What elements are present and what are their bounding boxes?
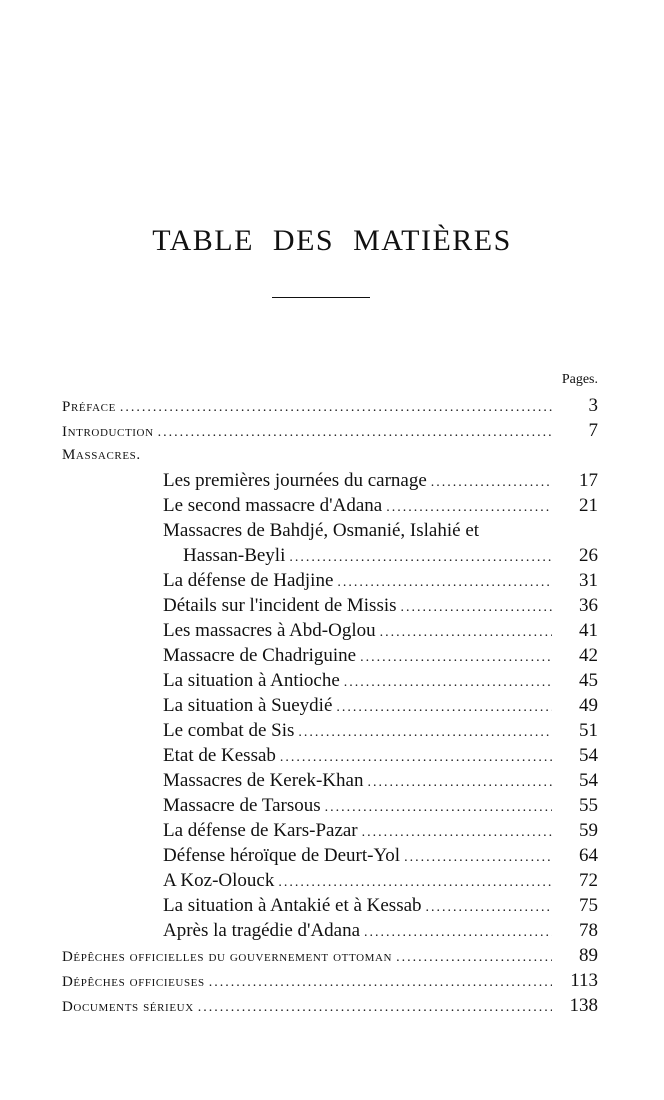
leader-dots — [426, 895, 552, 920]
toc-entry-page: 36 — [579, 595, 598, 616]
toc-entry-page: 49 — [579, 695, 598, 716]
leader-dots — [336, 695, 552, 720]
toc-entry — [62, 993, 598, 1018]
leader-dots — [158, 420, 552, 445]
toc-entry — [62, 843, 598, 868]
leader-dots — [337, 570, 552, 595]
toc-entry — [62, 418, 598, 443]
toc-entry-page: 54 — [579, 770, 598, 791]
toc-entry — [62, 968, 598, 993]
toc-entry-label: Détails sur l'incident de Missis — [163, 595, 397, 616]
table-of-contents — [62, 393, 598, 1018]
toc-entry-label: La situation à Antioche — [163, 670, 340, 691]
leader-dots — [364, 920, 552, 945]
toc-entry-page: 89 — [579, 945, 598, 966]
toc-entry-label: Les premières journées du carnage — [163, 470, 427, 491]
toc-entry-page: 3 — [588, 395, 598, 416]
toc-entry-page: 64 — [579, 845, 598, 866]
toc-entry-label: Massacres. — [62, 447, 141, 463]
leader-dots — [280, 745, 552, 770]
toc-entry-label: La situation à Sueydié — [163, 695, 333, 716]
pages-column-label: Pages. — [561, 372, 598, 387]
toc-entry — [62, 518, 598, 543]
toc-entry-label: Massacre de Tarsous — [163, 795, 321, 816]
toc-entry — [62, 868, 598, 893]
toc-entry-label: Introduction — [62, 424, 154, 440]
toc-entry-page: 45 — [579, 670, 598, 691]
toc-entry-page: 26 — [579, 545, 598, 566]
toc-entry-label: A Koz-Olouck — [163, 870, 275, 891]
toc-entry-label: Dépêches officielles du gouvernement ottoman — [62, 949, 393, 965]
toc-entry-page: 31 — [579, 570, 598, 591]
leader-dots — [401, 595, 552, 620]
toc-entry-page: 55 — [579, 795, 598, 816]
toc-entry-label: Documents sérieux — [62, 999, 194, 1015]
leader-dots — [404, 845, 552, 870]
toc-entry-page: 51 — [579, 720, 598, 741]
leader-dots — [209, 970, 552, 995]
toc-entry-label: La situation à Antakié et à Kessab — [163, 895, 422, 916]
toc-entry-page: 42 — [579, 645, 598, 666]
toc-entry — [62, 818, 598, 843]
toc-entry — [62, 718, 598, 743]
leader-dots — [362, 820, 552, 845]
leader-dots — [360, 645, 552, 670]
toc-entry-page: 41 — [579, 620, 598, 641]
toc-entry-label: Préface — [62, 399, 116, 415]
toc-entry — [62, 468, 598, 493]
toc-entry — [62, 893, 598, 918]
leader-dots — [298, 720, 552, 745]
toc-section-heading — [62, 443, 598, 468]
toc-entry-page: 72 — [579, 870, 598, 891]
toc-entry — [62, 793, 598, 818]
toc-entry — [62, 943, 598, 968]
leader-dots — [325, 795, 552, 820]
toc-entry — [62, 918, 598, 943]
toc-entry — [62, 568, 598, 593]
toc-entry-label: Massacres de Bahdjé, Osmanié, Islahié et — [163, 520, 480, 541]
toc-entry-label: Défense héroïque de Deurt-Yol — [163, 845, 401, 866]
toc-entry — [62, 543, 598, 568]
leader-dots — [380, 620, 552, 645]
toc-entry — [62, 643, 598, 668]
leader-dots — [396, 945, 552, 970]
toc-entry-page: 17 — [579, 470, 598, 491]
toc-entry-page: 54 — [579, 745, 598, 766]
leader-dots — [386, 495, 552, 520]
toc-entry-page: 138 — [569, 995, 598, 1016]
toc-entry-page: 113 — [570, 970, 598, 991]
toc-entry — [62, 743, 598, 768]
toc-entry — [62, 618, 598, 643]
toc-entry — [62, 493, 598, 518]
toc-entry-label: La défense de Kars-Pazar — [163, 820, 358, 841]
toc-entry-label: Le second massacre d'Adana — [163, 495, 383, 516]
toc-entry-page: 75 — [579, 895, 598, 916]
leader-dots — [367, 770, 552, 795]
toc-entry-label: Etat de Kessab — [163, 745, 276, 766]
page-title: TABLE DES MATIÈRES — [152, 224, 512, 257]
toc-entry-page: 7 — [588, 420, 598, 441]
leader-dots — [344, 670, 552, 695]
toc-entry-label: Hassan-Beyli — [183, 545, 286, 566]
leader-dots — [198, 995, 552, 1020]
toc-entry-label: Les massacres à Abd-Oglou — [163, 620, 376, 641]
leader-dots — [289, 545, 552, 570]
toc-entry — [62, 668, 598, 693]
toc-entry — [62, 393, 598, 418]
toc-entry — [62, 693, 598, 718]
toc-entry-label: Dépêches officieuses — [62, 974, 205, 990]
leader-dots — [431, 470, 552, 495]
toc-entry-label: Après la tragédie d'Adana — [163, 920, 361, 941]
toc-entry-page: 59 — [579, 820, 598, 841]
leader-dots — [120, 395, 552, 420]
leader-dots — [278, 870, 552, 895]
toc-entry — [62, 593, 598, 618]
title-rule — [272, 297, 370, 298]
toc-entry — [62, 768, 598, 793]
toc-entry-page: 78 — [579, 920, 598, 941]
toc-entry-page: 21 — [579, 495, 598, 516]
toc-entry-label: Le combat de Sis — [163, 720, 295, 741]
toc-entry-label: La défense de Hadjine — [163, 570, 334, 591]
toc-entry-label: Massacre de Chadriguine — [163, 645, 357, 666]
toc-entry-label: Massacres de Kerek-Khan — [163, 770, 364, 791]
